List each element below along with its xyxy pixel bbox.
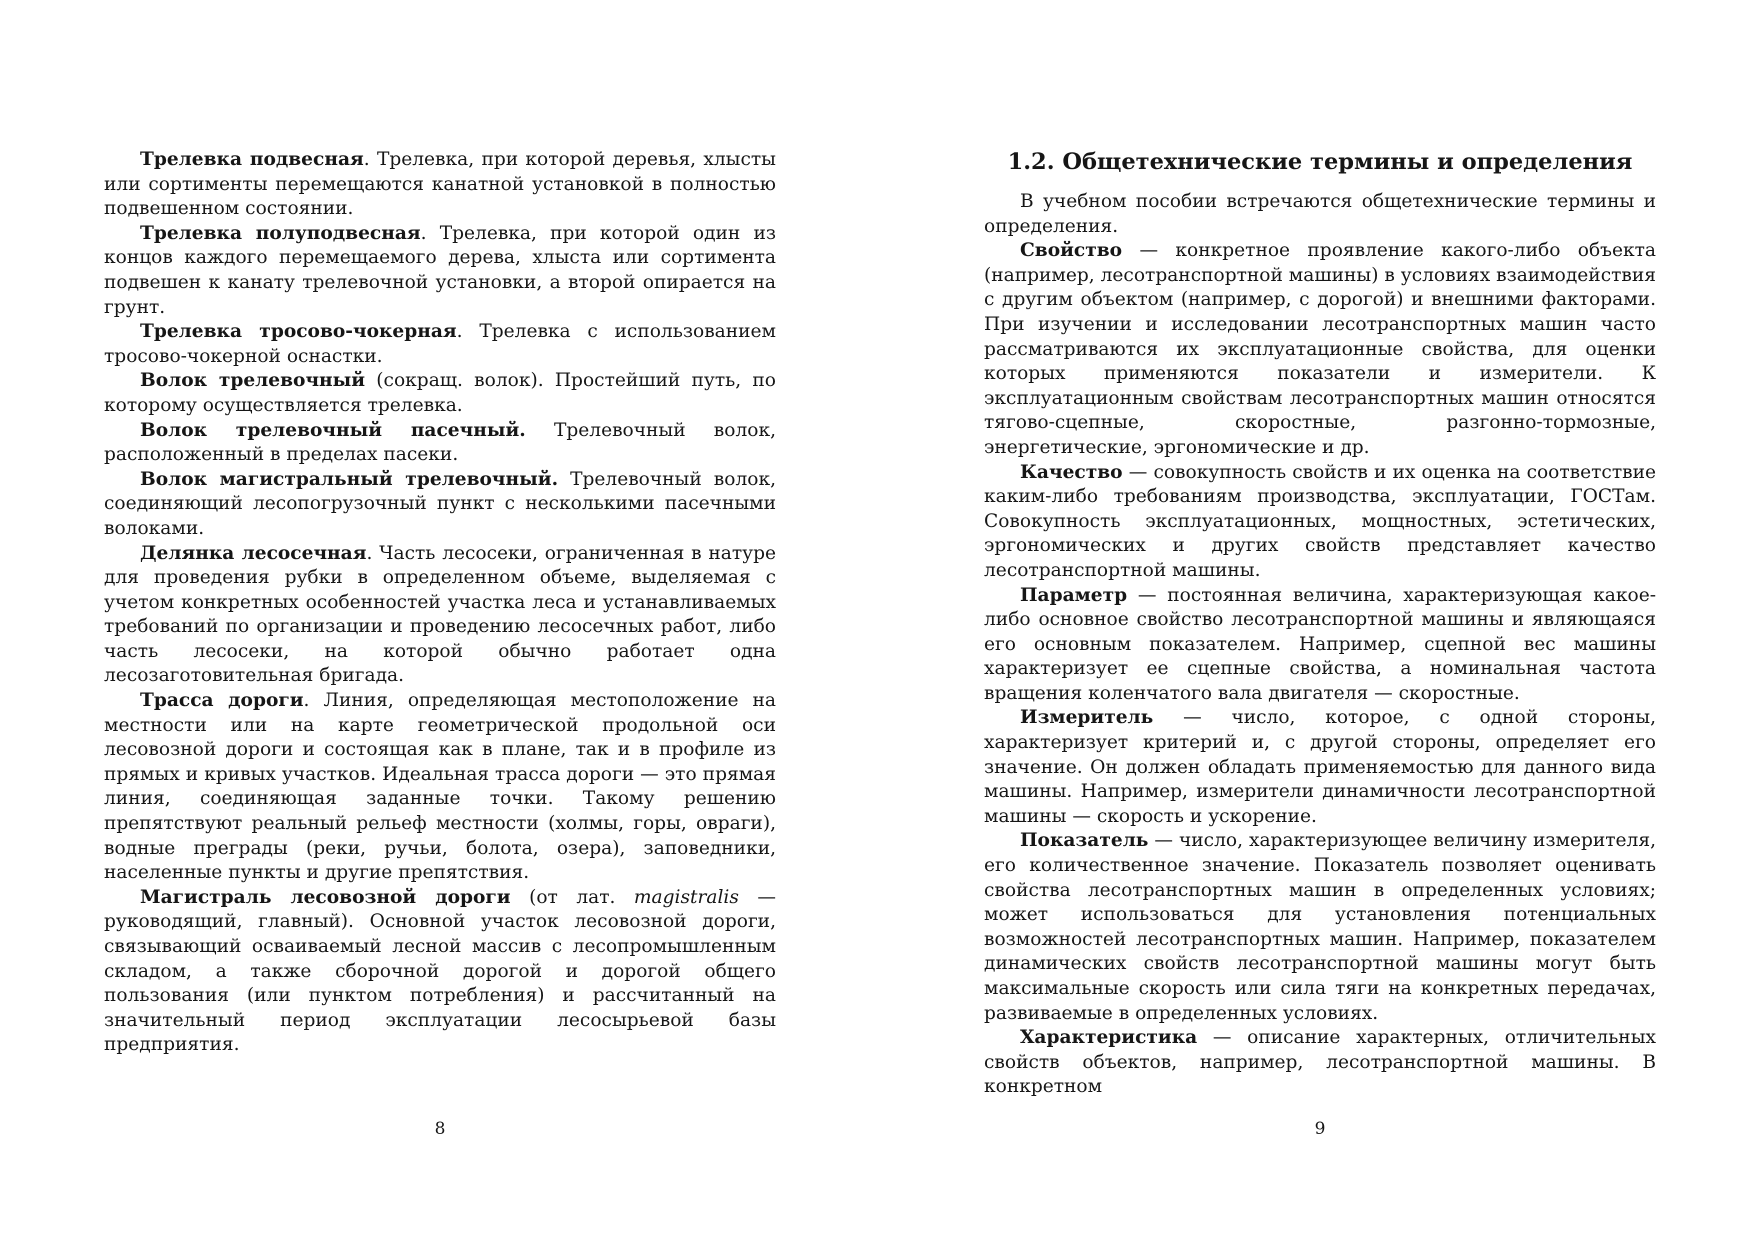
left-page <box>104 0 776 1241</box>
entry-term: Волок трелевочный пасечный. <box>140 419 526 441</box>
entry-term: Параметр <box>1020 584 1128 606</box>
entry-text: . Трелевка с использованием тросово-чокерной оснастки. <box>104 321 777 367</box>
entry-volok-pasechny <box>104 419 776 468</box>
entry-text: Трелевочный волок, расположенный в пределах пасеки. <box>104 419 777 466</box>
page-number-right: 9 <box>1314 1119 1326 1139</box>
entry-text: — руководящий, главный). Основной участок лесовозной дороги, связывающий осваиваемый лесной массив с лесопромышленным складом, а также сборочной дорогой и дорогой общего пользования (или пунктом потребления) и рассчитанный на значительный период эксплуатации лесосырьевой базы предприятия. <box>104 886 776 1056</box>
entry-text: . Трелевка, при которой один из концов каждого перемещаемого дерева, хлыста или сортимента подвешен к канату трелевочной установки, а второй опирается на грунт. <box>104 222 776 318</box>
entry-term: Качество <box>1020 461 1123 483</box>
entry-term: Волок магистральный трелевочный. <box>140 468 559 490</box>
entry-text: Трелевочный волок, соединяющий лесопогрузочный пункт с несколькими пасечными волоками. <box>104 468 776 539</box>
right-page-text-column <box>984 190 1656 1100</box>
entry-volok-trelevochny <box>104 369 776 418</box>
entry-kachestvo <box>984 461 1656 584</box>
entry-term: Трасса дороги <box>140 690 304 712</box>
entry-pokazatel <box>984 829 1656 1026</box>
entry-term: Свойство <box>1020 240 1123 262</box>
entry-term: Трелевка тросово-чокерная <box>140 321 457 343</box>
entry-text: . Трелевка, при которой деревья, хлысты или сортименты перемещаются канатной установкой в полностью подвешенном состоянии. <box>104 149 776 220</box>
entry-term: Трелевка полуподвесная <box>140 222 421 244</box>
entry-text: — число, характеризующее величину измерителя, его количественное значение. Показатель позволяет оценивать свойства лесотранспортных машин в определенных условиях; может использоваться для установления потенциальных возможностей лесотранспортных машин. Например, показателем динамических свойств лесотранспортной машины могут быть максимальные скорость или сила тяги на конкретных передачах, развиваемые в определенных условиях. <box>984 830 1656 1024</box>
entry-volok-magistralny <box>104 468 776 542</box>
entry-parametr <box>984 584 1656 707</box>
entry-term: Измеритель <box>1020 707 1154 729</box>
entry-text: . Часть лесосеки, ограниченная в натуре для проведения рубки в определенном объеме, выделяемая с учетом конкретных особенностей участка леса и устанавливаемых требований по организации и проведению лесосечных работ, либо часть лесосеки, на которой обычно работает одна лесозаготовительная бригада. <box>104 542 776 687</box>
entry-text-before: (от лат. <box>510 886 634 908</box>
entry-kharakteristika <box>984 1026 1656 1100</box>
entry-izmeritel <box>984 706 1656 829</box>
entry-trelevka-podvesnaya <box>104 148 776 222</box>
entry-term: Волок трелевочный <box>140 370 366 392</box>
section-heading: 1.2. Общетехнические термины и определения <box>1007 149 1633 175</box>
entry-svoystvo <box>984 239 1656 460</box>
entry-trassa-dorogi <box>104 689 776 886</box>
entry-text: — описание характерных, отличительных свойств объектов, например, лесотранспортной машины. В конкретном <box>984 1027 1656 1098</box>
right-page <box>984 0 1656 1241</box>
entry-term: Характеристика <box>1020 1027 1198 1049</box>
page-number-left: 8 <box>434 1119 446 1139</box>
entry-text: — постоянная величина, характеризующая какое-либо основное свойство лесотранспортной машины и являющаяся его основным показателем. Например, сцепной вес машины характеризует ее сцепные свойства, а номинальная частота вращения коленчатого вала двигателя — скоростные. <box>984 584 1656 704</box>
entry-delyanka-lesosechnaya <box>104 542 776 690</box>
left-page-text-column <box>104 148 776 1058</box>
entry-term: Трелевка подвесная <box>140 149 364 170</box>
entry-magistral-lesovoznoy-dorogi <box>104 886 776 1058</box>
section-intro: В учебном пособии встречаются общетехнические термины и определения. <box>984 191 1656 237</box>
entry-text: — конкретное проявление какого-либо объекта (например, лесотранспортной машины) в условиях взаимодействия с другим объектом (например, с дорогой) и внешними факторами. При изучении и исследовании лесотранспортных машин часто рассматриваются их эксплуатационные свойства, для оценки которых применяются показатели и измерители. К эксплуатационным свойствам лесотранспортных машин относятся тягово-сцепные, скоростные, разгонно-тормозные, энергетические, эргономические и др. <box>984 240 1656 458</box>
entry-text: . Линия, определяющая местоположение на местности или на карте геометрической продольной оси лесовозной дороги и состоящая как в плане, так и в профиле из прямых и кривых участков. Идеальная трасса дороги — это прямая линия, соединяющая заданные точки. Такому решению препятствуют реальный рельеф местности (холмы, горы, овраги), водные преграды (реки, ручьи, болота, озера), заповедники, населенные пункты и другие препятствия. <box>104 690 776 884</box>
entry-text: — совокупность свойств и их оценка на соответствие каким-либо требованиям производства, эксплуатации, ГОСТам. Совокупность эксплуатационных, мощностных, эстетических, эргономических и других свойств представляет качество лесотранспортной машины. <box>984 461 1656 581</box>
entry-term: Делянка лесосечная <box>140 542 367 564</box>
latin-word: magistralis <box>633 886 739 908</box>
entry-trelevka-trosovo-chokernaya <box>104 320 776 369</box>
entry-text: (сокращ. волок). Простейший путь, по которому осуществляется трелевка. <box>104 370 776 416</box>
entry-term: Показатель <box>1020 830 1149 852</box>
entry-text: — число, которое, с одной стороны, характеризует критерий и, с другой стороны, определяет его значение. Он должен обладать применяемостью для данного вида машины. Например, измерители динамичности лесотранспортной машины — скорость и ускорение. <box>984 707 1656 827</box>
entry-term: Магистраль лесовозной дороги <box>140 886 511 908</box>
entry-trelevka-polupodvesnaya <box>104 222 776 320</box>
